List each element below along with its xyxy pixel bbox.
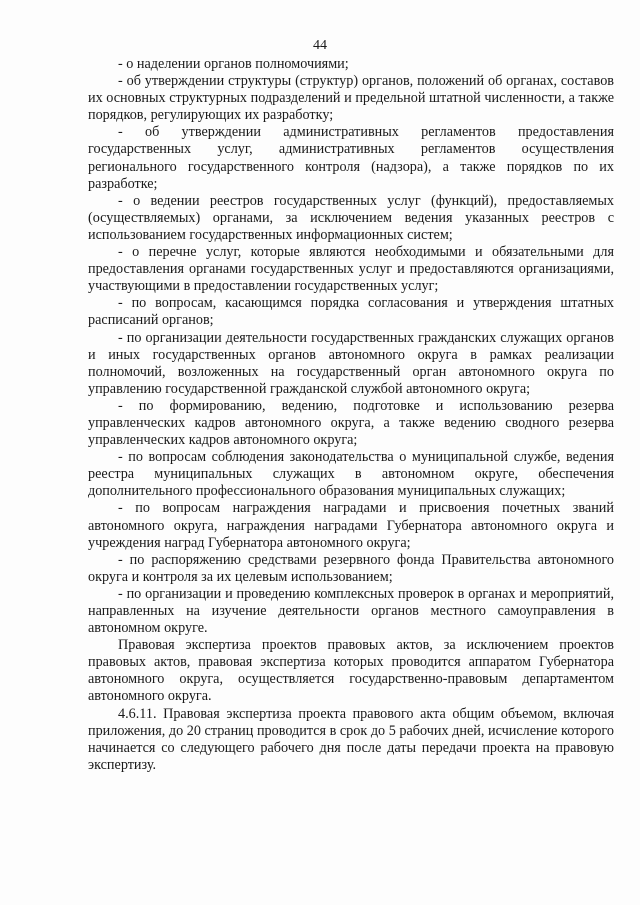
page-number: 44 bbox=[313, 38, 327, 53]
paragraph-municipal-service: - по вопросам соблюдения законодательства о муниципальной службе, ведения реестра муниципальных служащих в автономном округе, обеспечения дополнительного профессионального образования муниципальных служащих; bbox=[88, 449, 614, 500]
paragraph-approval-of-structure: - об утверждении структуры (структур) органов, положений об органах, составов их основных структурных подразделений и предельной штатной численности, а также порядков, регулирующих их разработку; bbox=[88, 73, 614, 124]
paragraph-management-reserve: - по формированию, ведению, подготовке и использованию резерва управленческих кадров автономного округа, а также ведению сводного резерва управленческих кадров автономного округа; bbox=[88, 397, 614, 449]
paragraph-civil-service: - по организации деятельности государственных гражданских служащих органов и иных государственных органов автономного округа в рамках реализации полномочий, возложенных на государственный орган автономного округа по управлению государственной гражданской службой автономного округа; bbox=[88, 329, 614, 397]
paragraph-clause-4-6-11: 4.6.11. Правовая экспертиза проекта правового акта общим объемом, включая приложения, до 20 страниц проводится в срок до 5 рабочих дней, исчисление которого начинается со следующего рабочего дня после даты передачи проекта на правовую экспертизу. bbox=[88, 705, 614, 773]
paragraph-awards: - по вопросам награждения наградами и присвоения почетных званий автономного округа, награждения наградами Губернатора автономного округа и учреждения наград Губернатора автономного округа; bbox=[88, 500, 614, 551]
document-body bbox=[88, 56, 614, 774]
paragraph-comprehensive-inspections: - по организации и проведению комплексных проверок в органах и мероприятий, направленных на изучение деятельности органов местного самоуправления в автономном округе. bbox=[88, 585, 614, 637]
paragraph-delegation-of-powers: - о наделении органов полномочиями; bbox=[118, 56, 349, 72]
paragraph-service-registers: - о ведении реестров государственных услуг (функций), предоставляемых (осуществляемых) органами, за исключением ведения указанных реестров с использованием государственных информационных систем; bbox=[88, 192, 614, 243]
paragraph-administrative-regulations: - об утверждении административных регламентов предоставления государственных услуг, административных регламентов осуществления регионального государственного контроля (надзора), а также порядков по их разработке; bbox=[88, 124, 614, 192]
paragraph-staff-schedules: - по вопросам, касающимся порядка согласования и утверждения штатных расписаний органов; bbox=[88, 295, 614, 329]
paragraph-legal-expertise: Правовая экспертиза проектов правовых актов, за исключением проектов правовых актов, правовая экспертиза которых проводится аппаратом Губернатора автономного округа, осуществляется государственно-правовым департаментом автономного округа. bbox=[88, 637, 614, 705]
paragraph-list-of-services: - о перечне услуг, которые являются необходимыми и обязательными для предоставления органами государственных услуг и предоставляются организациями, участвующими в предоставлении государственных услуг; bbox=[88, 244, 614, 295]
paragraph-reserve-fund: - по распоряжению средствами резервного фонда Правительства автономного округа и контроля за их целевым использованием; bbox=[88, 551, 614, 585]
